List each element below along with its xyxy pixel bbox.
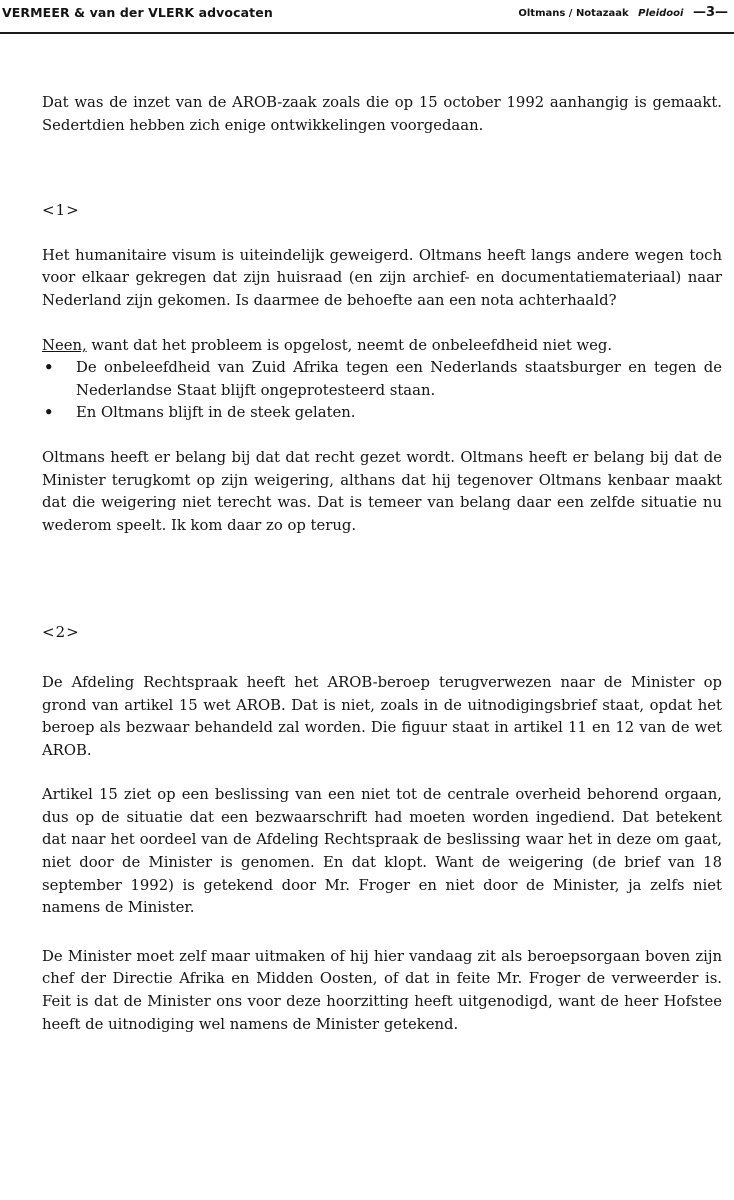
spacer <box>42 222 722 245</box>
spacer <box>42 137 722 199</box>
intro-paragraph: Dat was de inzet van de AROB-zaak zoals die op 15 october 1992 aanhangig is gemaakt. Sedertdien hebben zich enige ontwikkelingen voorgedaan. <box>42 94 722 134</box>
section2-paragraph-2: Artikel 15 ziet op een beslissing van een niet tot de centrale overheid behorend orgaan, dus op de situatie dat een bezwaarschrift had moeten worden ingediend. Dat betekent dat naar het oordeel van de Afdeling Rechtspraak de beslissing waar het in deze om gaat, niet door de Minister is genomen. En dat klopt. Want de weigering (de brief van 18 september 1992) is getekend door Mr. Froger en niet door de Minister, ja zelfs niet namens de Minister. <box>42 786 722 917</box>
section1-paragraph-2 <box>42 335 722 358</box>
spacer <box>42 920 722 946</box>
page-number: —3— <box>692 5 728 20</box>
list-item <box>42 357 722 402</box>
list-item <box>42 402 722 425</box>
section1-paragraph-1: Het humanitaire visum is uiteindelijk geweigerd. Oltmans heeft langs andere wegen toch voor elkaar gekregen dat zijn huisraad (en zijn archief- en documentatiemateriaal) naar Nederland zijn gekomen. Is daarmee de behoefte aan een nota achterhaald? <box>42 246 722 309</box>
section-marker-1: <1> <box>42 201 80 220</box>
bullet-icon: • <box>44 359 54 377</box>
spacer <box>42 425 722 447</box>
emphasis-neen: Neen, <box>42 336 87 354</box>
section1-paragraph-2-text: want dat het probleem is opgelost, neemt de onbeleefdheid niet weg. <box>86 336 613 354</box>
case-reference: Oltmans / Notazaak <box>518 8 629 19</box>
bullet-text: En Oltmans blijft in de steek gelaten. <box>76 404 356 422</box>
document-reference <box>518 5 728 20</box>
bullet-text: De onbeleefdheid van Zuid Afrika tegen een Nederlands staatsburger en tegen de Nederlandse Staat blijft ongeprotesteerd staan. <box>76 359 722 399</box>
bullet-list <box>42 357 722 425</box>
spacer <box>42 313 722 335</box>
section1-paragraph-3: Oltmans heeft er belang bij dat dat recht gezet wordt. Oltmans heeft er belang bij dat de Minister terugkomt op zijn weigering, althans dat hij tegenover Oltmans kenbaar maakt dat die weigering niet terecht was. Dat is temeer van belang daar een zelfde situatie nu wederom speelt. Ik kom daar zo op terug. <box>42 448 722 534</box>
bullet-icon: • <box>44 404 54 422</box>
document-body <box>42 92 722 1036</box>
section2-paragraph-3: De Minister moet zelf maar uitmaken of hij hier vandaag zit als beroepsorgaan boven zijn chef der Directie Afrika en Midden Oosten, of dat in feite Mr. Froger de verweerder is. Feit is dat de Minister ons voor deze hoorzitting heeft uitgenodigd, want de heer Hofstee heeft de uitnodiging wel namens de Minister getekend. <box>42 947 722 1033</box>
spacer <box>42 762 722 784</box>
section2-paragraph-1: De Afdeling Rechtspraak heeft het AROB-beroep terugverwezen naar de Minister op grond van artikel 15 wet AROB. Dat is niet, zoals in de uitnodigingsbrief staat, opdat het beroep als bezwaar behandeld zal worden. Die figuur staat in artikel 11 en 12 van de wet AROB. <box>42 673 722 759</box>
document-type: Pleidooi <box>638 8 684 19</box>
spacer <box>42 537 722 621</box>
page-header <box>0 0 734 34</box>
spacer <box>42 644 722 672</box>
section-marker-2: <2> <box>42 623 80 642</box>
firm-name: VERMEER & van der VLERK advocaten <box>2 5 273 20</box>
